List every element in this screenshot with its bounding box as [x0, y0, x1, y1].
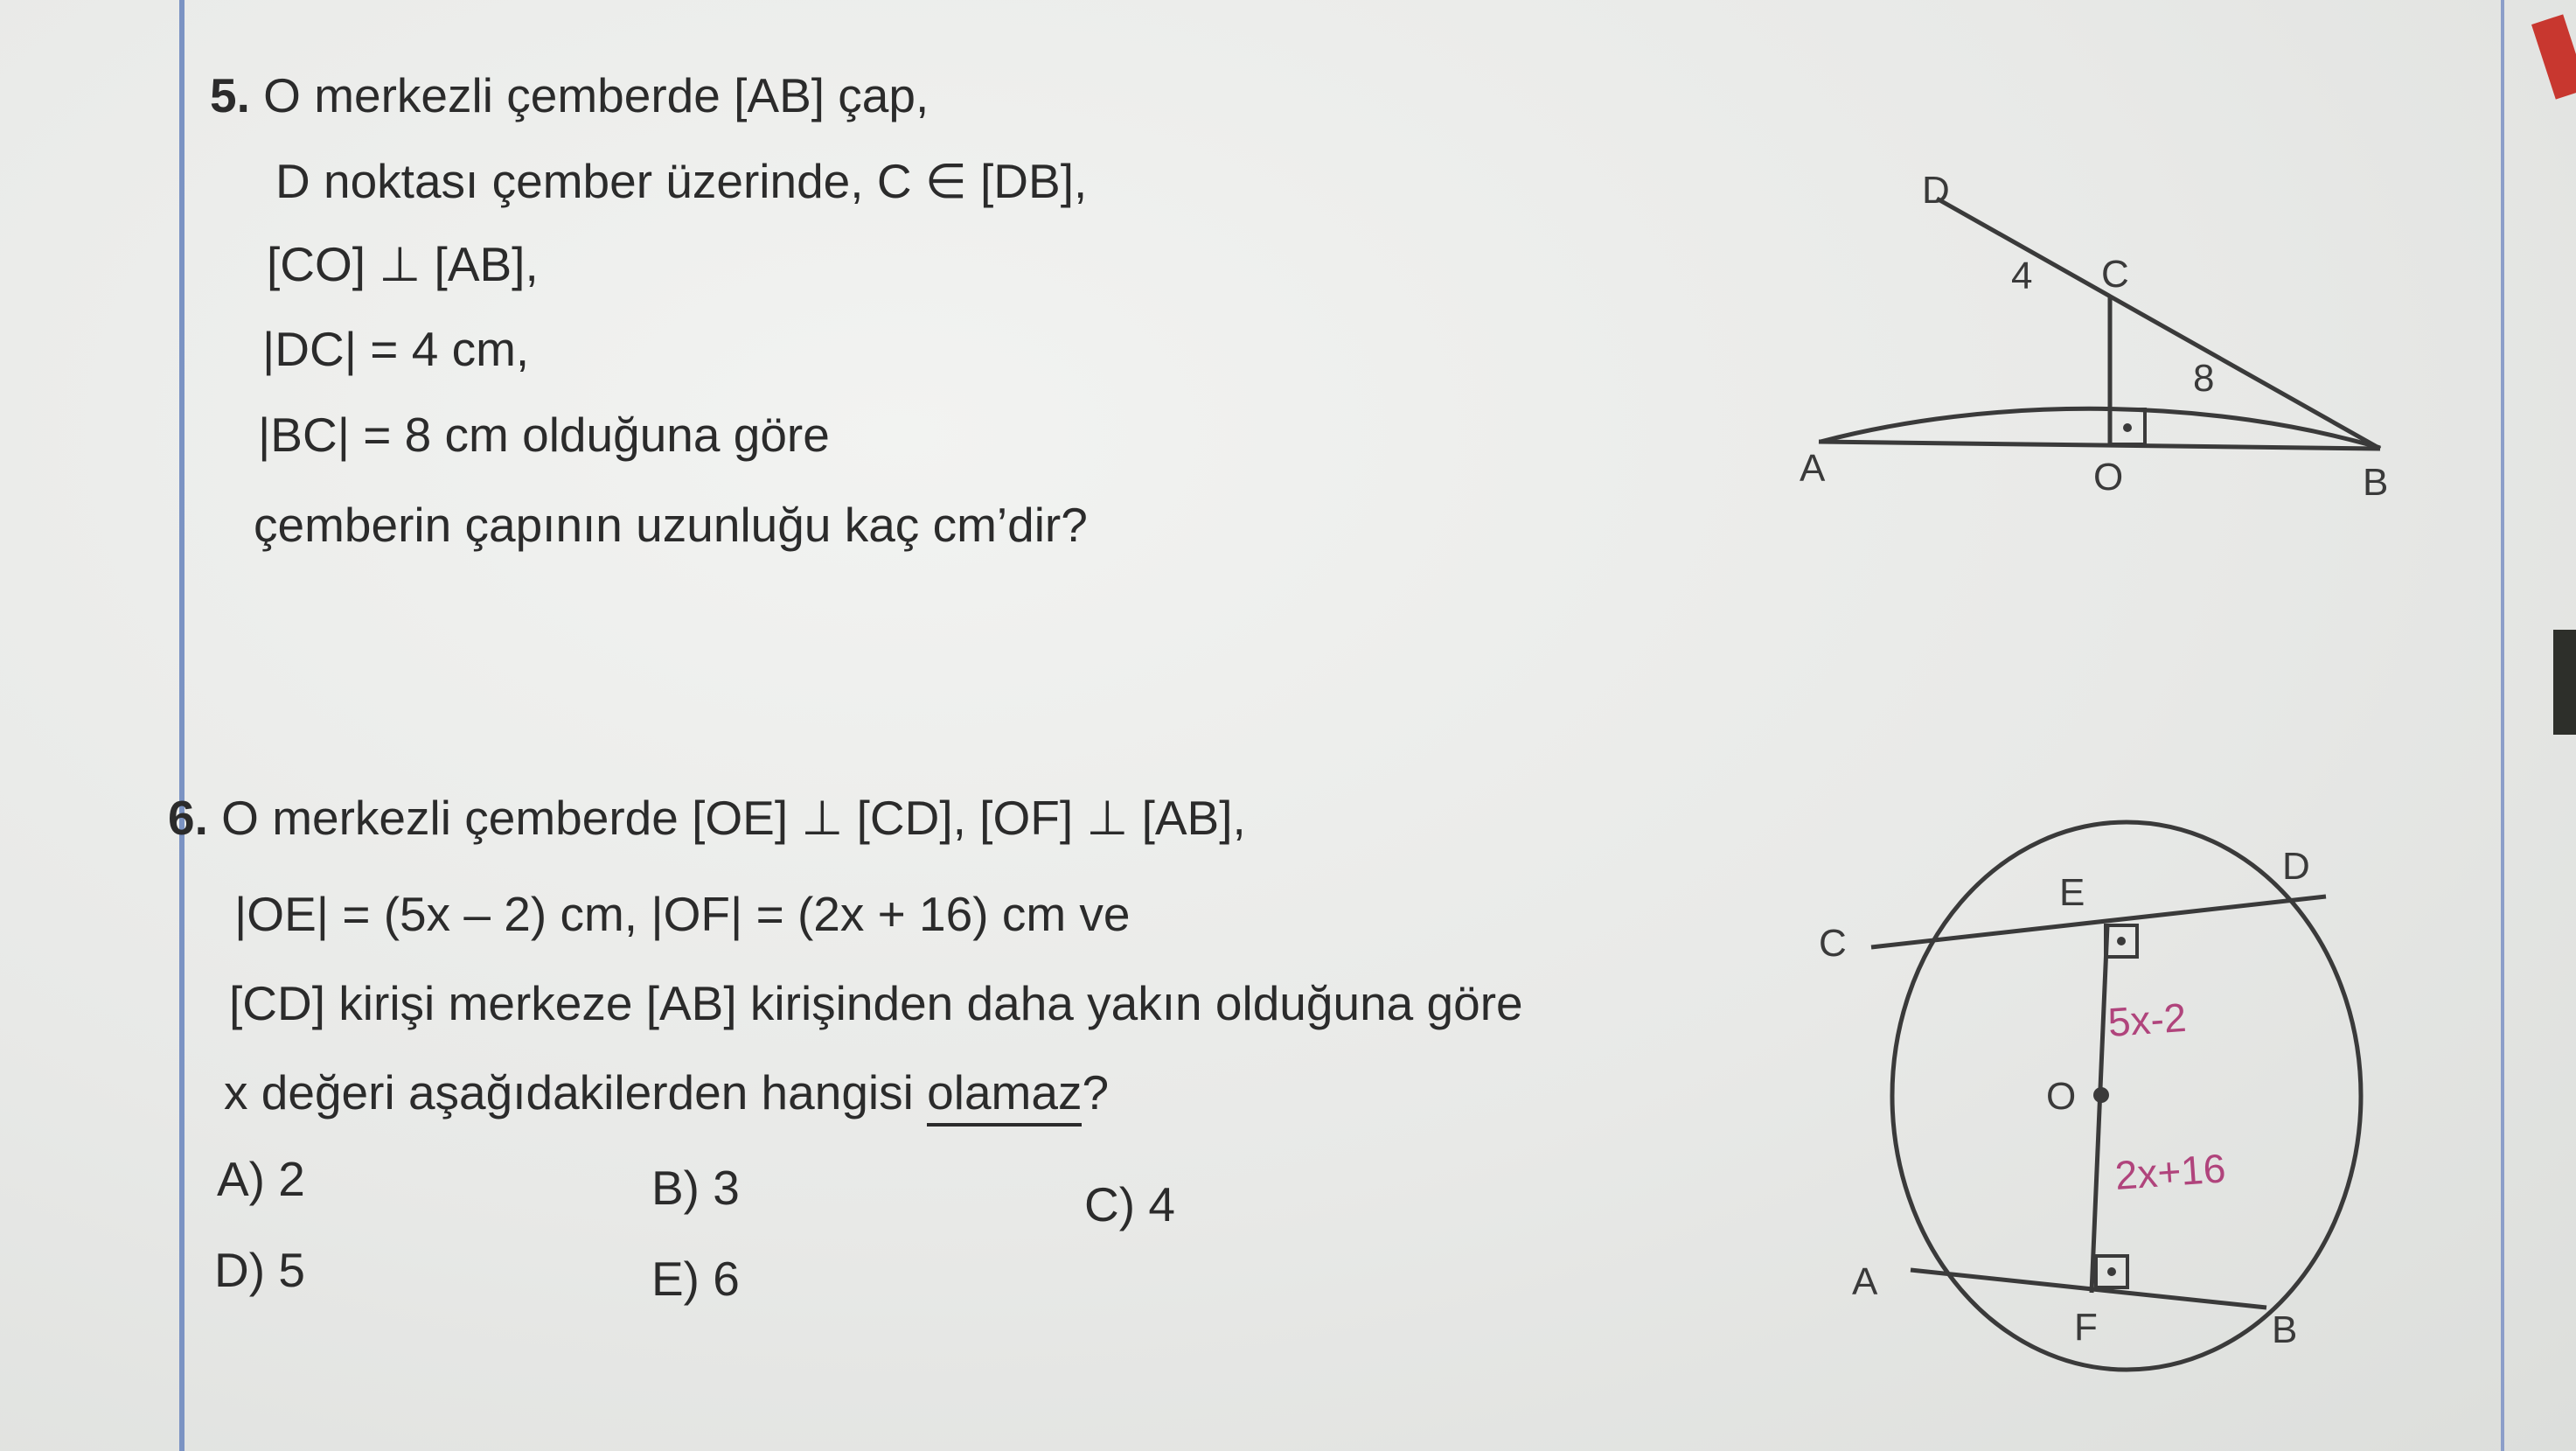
q6-number: 6. — [168, 791, 208, 845]
q6-figure — [1871, 822, 2361, 1370]
q6-segment-ef — [2092, 925, 2107, 1293]
q6-right-angle-dot-f — [2107, 1267, 2116, 1276]
q5-line-6: çemberin çapının uzunluğu kaç cm’dir? — [254, 498, 1088, 552]
q6-line-1-text: O merkezli çemberde [OE] ⊥ [CD], [OF] ⊥ [AB], — [221, 791, 1246, 845]
choice-c[interactable]: C) 4 — [1084, 1177, 1175, 1231]
q5-right-angle-dot — [2123, 423, 2132, 432]
choice-b[interactable]: B) 3 — [651, 1161, 740, 1215]
q6-label-e: E — [2059, 871, 2085, 914]
q6-label-a: A — [1852, 1260, 1878, 1303]
q5-label-b: B — [2363, 461, 2389, 504]
q5-number: 5. — [210, 68, 250, 122]
q5-label-c: C — [2101, 253, 2129, 296]
q6-line-2: |OE| = (5x – 2) cm, |OF| = (2x + 16) cm ve — [234, 887, 1131, 941]
q6-chord-cd — [1871, 896, 2326, 947]
q6-line-4-prefix: x değeri aşağıdakilerden hangisi — [224, 1065, 928, 1120]
q5-label-cb: 8 — [2193, 357, 2215, 400]
q6-label-o: O — [2046, 1075, 2077, 1118]
q6-line-4-suffix: ? — [1082, 1065, 1110, 1120]
q6-right-angle-dot-e — [2117, 937, 2126, 945]
q5-line-4: |DC| = 4 cm, — [262, 322, 530, 376]
q6-line-3: [CD] kirişi merkeze [AB] kirişinden daha yakın olduğuna göre — [229, 976, 1523, 1030]
q6-handwritten-oe: 5x-2 — [2106, 994, 2188, 1045]
q5-label-a: A — [1800, 447, 1826, 490]
q6-emphasis-olamaz: olamaz — [927, 1065, 1082, 1127]
q5-diameter-ab — [1819, 442, 2380, 449]
q5-line-5: |BC| = 8 cm olduğuna göre — [258, 408, 830, 462]
choice-a[interactable]: A) 2 — [217, 1152, 305, 1206]
q5-line-1-text: O merkezli çemberde [AB] çap, — [263, 68, 929, 122]
q6-handwritten-of: 2x+16 — [2113, 1145, 2228, 1198]
q5-label-d: D — [1922, 169, 1950, 212]
q6-chord-ab — [1911, 1270, 2266, 1308]
q6-label-b: B — [2272, 1308, 2298, 1351]
choice-e[interactable]: E) 6 — [651, 1252, 740, 1306]
q5-figure — [1819, 199, 2380, 449]
choice-d[interactable]: D) 5 — [214, 1243, 305, 1297]
q6-label-c: C — [1819, 922, 1847, 965]
q5-label-dc: 4 — [2011, 255, 2033, 297]
q5-line-2: D noktası çember üzerinde, C ∈ [DB], — [275, 154, 1088, 208]
q6-label-f: F — [2074, 1306, 2098, 1349]
q5-label-o: O — [2093, 456, 2124, 499]
q6-center-point — [2093, 1087, 2109, 1103]
q5-line-3: [CO] ⊥ [AB], — [267, 237, 539, 291]
q6-label-d: D — [2282, 845, 2310, 888]
